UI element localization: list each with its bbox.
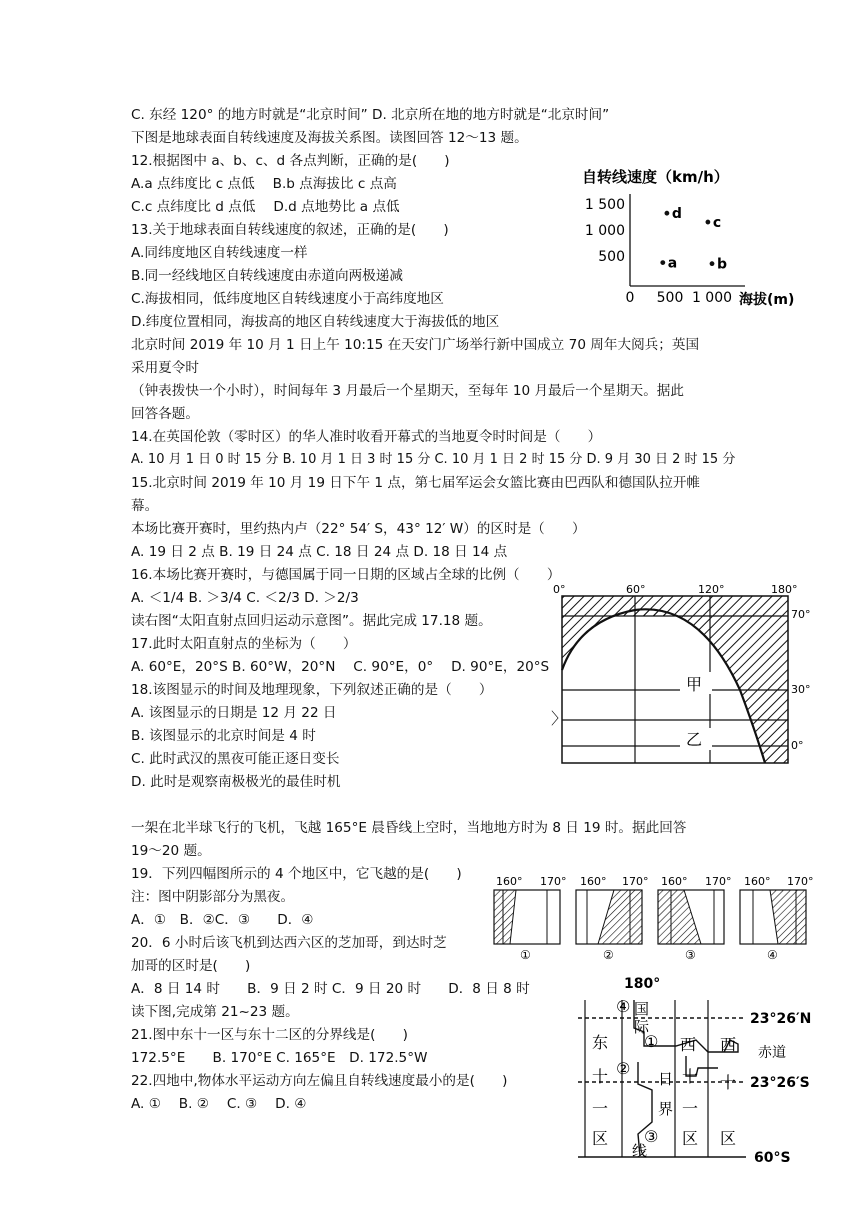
point-label-a: a xyxy=(667,255,678,272)
zone-char: 区 xyxy=(682,1129,699,1148)
text-line: （钟表拨快一个小时），时间每年 3 月最后一个星期天，至每年 10 月最后一个星期天。据此 xyxy=(131,383,684,399)
option-line: A.同纬度地区自转线速度一样 xyxy=(131,245,308,261)
lat-label: 60°S xyxy=(754,1150,791,1166)
idl-char: 线 xyxy=(632,1142,648,1160)
lon-180-label: 180° xyxy=(624,976,661,992)
zone-char: 十 xyxy=(592,1067,609,1086)
panel-4 xyxy=(740,875,814,962)
x-tick: 1 000 xyxy=(691,290,733,306)
speed-altitude-chart xyxy=(575,158,805,318)
idl-char: 日 xyxy=(658,1070,674,1088)
x-tick: 0 xyxy=(625,290,635,306)
option-line: A．8 日 14 时 B．9 日 2 时 C．9 日 20 时 D．8 日 8 时 xyxy=(131,981,530,997)
marker-2: ② xyxy=(616,1059,631,1078)
point-a xyxy=(660,260,665,265)
text-line: 读右图“太阳直射点回归运动示意图”。据此完成 17.18 题。 xyxy=(131,613,492,629)
question-17: 17.此时太阳直射点的坐标为（ ） xyxy=(131,636,357,652)
night-shade xyxy=(598,890,642,944)
zone-char: 一 xyxy=(592,1099,609,1118)
lon-label: 180° xyxy=(771,583,798,596)
lat-label: 0° xyxy=(791,739,804,752)
option-line: A. 该图显示的日期是 12 月 22 日 xyxy=(131,705,337,721)
option-line: A. 10 月 1 日 0 时 15 分 B. 10 月 1 日 3 时 15 分 C. 10 月 1 日 2 时 15 分 D. 9 月 30 日 2 时 15 分 xyxy=(131,452,736,467)
panel-1 xyxy=(494,875,567,962)
text-line: 采用夏令时 xyxy=(131,360,199,376)
text-line: 19～20 题。 xyxy=(131,843,211,859)
label-jia: 甲 xyxy=(686,675,703,694)
marker-4: ④ xyxy=(616,997,631,1016)
night-region xyxy=(562,609,788,763)
text-line: 北京时间 2019 年 10 月 1 日上午 10:15 在天安门广场举行新中国成立 70 周年大阅兵；英国 xyxy=(131,337,700,353)
zone-char: 一 xyxy=(682,1099,699,1118)
question-18: 18.该图显示的时间及地理现象，下列叙述正确的是（ ） xyxy=(131,682,493,698)
text-line: 幕。 xyxy=(131,498,159,514)
option-line: A. 60°E，20°S B. 60°W，20°N C. 90°E，0° D. 90°E，20°S xyxy=(131,659,550,675)
idl-char: 国 xyxy=(634,1000,650,1018)
option-line: 172.5°E B. 170°E C. 165°E D. 172.5°W xyxy=(131,1050,428,1066)
data-points xyxy=(660,206,727,272)
question-20: 20．6 小时后该飞机到达西六区的芝加哥，到达时芝 xyxy=(131,935,447,951)
text-line: 回答各题。 xyxy=(131,406,199,422)
sun-direct-point-diagram xyxy=(550,580,812,770)
option-line: B. 该图显示的北京时间是 4 时 xyxy=(131,728,316,744)
zone-char: 区 xyxy=(592,1129,609,1148)
y-tick: 1 500 xyxy=(584,197,625,213)
panel-lon-left: 160° xyxy=(496,875,523,888)
option-line: A. ① B. ② C. ③ D. ④ xyxy=(131,1096,307,1112)
panel-lon-right: 170° xyxy=(540,875,567,888)
question-22: 22.四地中,物体水平运动方向左偏且自转线速度最小的是( ) xyxy=(131,1073,508,1089)
lat-label: 23°26′S xyxy=(750,1075,810,1091)
arrow-mark: 〉 xyxy=(551,709,568,728)
text-line: C. 东经 120° 的地方时就是“北京时间” D. 北京所在地的地方时就是“北京时间” xyxy=(131,107,610,123)
date-line-zone-map xyxy=(578,972,826,1172)
zone-char: 十 xyxy=(682,1067,699,1086)
panel-num: ③ xyxy=(685,948,696,962)
panel-num: ② xyxy=(603,948,614,962)
zone-char: 东 xyxy=(592,1033,609,1052)
lat-label: 70° xyxy=(791,608,811,621)
idl-char: 界 xyxy=(658,1100,674,1118)
panel-num: ④ xyxy=(767,948,778,962)
equator-label: 赤道 xyxy=(758,1045,786,1061)
panel-3 xyxy=(658,875,732,962)
question-21: 21.图中东十一区与东十二区的分界线是( ) xyxy=(131,1027,408,1043)
y-tick: 500 xyxy=(598,249,625,265)
lon-label: 120° xyxy=(698,583,725,596)
text-line: 下图是地球表面自转线速度及海拔关系图。读图回答 12～13 题。 xyxy=(131,130,528,146)
point-label-d: d xyxy=(671,206,682,223)
panel-2 xyxy=(576,875,649,962)
question-15: 15.北京时间 2019 年 10 月 19 日下午 1 点，第七届军运会女篮比赛由巴西队和德国队拉开帷 xyxy=(131,475,701,491)
zone-char: 区 xyxy=(720,1129,737,1148)
option-line: C.海拔相同，低纬度地区自转线速度小于高纬度地区 xyxy=(131,291,444,307)
text-line: 读下图,完成第 21~23 题。 xyxy=(131,1004,299,1020)
text-line: 加哥的区时是( ) xyxy=(131,958,251,974)
idl-char: 际 xyxy=(634,1018,650,1036)
marker-3: ③ xyxy=(644,1127,659,1146)
point-d xyxy=(665,211,670,216)
option-line: D.纬度位置相同，海拔高的地区自转线速度大于海拔低的地区 xyxy=(131,314,500,330)
night-polar-band xyxy=(562,596,788,616)
panel-lon-right: 170° xyxy=(705,875,732,888)
option-line: A.a 点纬度比 c 点低 B.b 点海拔比 c 点高 xyxy=(131,176,397,192)
text-line: 注：图中阴影部分为黑夜。 xyxy=(131,889,295,905)
zone-char: 西 xyxy=(720,1035,737,1054)
y-axis-label: 自转线速度（km/h） xyxy=(582,168,729,186)
option-line: A．① B．②C．③ D．④ xyxy=(131,912,314,928)
question-13: 13.关于地球表面自转线速度的叙述，正确的是( ) xyxy=(131,222,449,238)
point-c xyxy=(706,220,711,225)
option-line: B.同一经线地区自转线速度由赤道向两极递减 xyxy=(131,268,403,284)
question-16: 16.本场比赛开赛时，与德国属于同一日期的区域占全球的比例（ ） xyxy=(131,567,561,583)
panel-lon-left: 160° xyxy=(661,875,688,888)
x-axis-label: 海拔(m) xyxy=(739,292,795,308)
question-12: 12.根据图中 a、b、c、d 各点判断，正确的是( ) xyxy=(131,153,450,169)
option-line: D. 此时是观察南极极光的最佳时机 xyxy=(131,774,341,790)
text-line: 一架在北半球飞行的飞机，飞越 165°E 晨昏线上空时，当地地方时为 8 日 19 时。据此回答 xyxy=(131,820,687,836)
option-line: C.c 点纬度比 d 点低 D.d 点地势比 a 点低 xyxy=(131,199,400,215)
zone-char: 十 xyxy=(720,1073,737,1092)
four-region-panels xyxy=(490,872,820,962)
question-19: 19．下列四幅图所示的 4 个地区中，它飞越的是( ) xyxy=(131,866,462,882)
panel-lon-left: 160° xyxy=(744,875,771,888)
text-line: 本场比赛开赛时，里约热内卢（22° 54′ S，43° 12′ W）的区时是（ ） xyxy=(131,521,586,537)
zone-char: 西 xyxy=(680,1035,697,1054)
point-label-c: c xyxy=(712,215,722,232)
option-line: C. 此时武汉的黑夜可能正逐日变长 xyxy=(131,751,340,767)
point-b xyxy=(710,261,715,266)
marker-1: ① xyxy=(644,1032,659,1051)
lat-label: 30° xyxy=(791,683,811,696)
panel-lon-right: 170° xyxy=(622,875,649,888)
question-14: 14.在英国伦敦（零时区）的华人准时收看开幕式的当地夏令时时间是（ ） xyxy=(131,429,602,445)
x-tick: 500 xyxy=(656,290,684,306)
panel-lon-right: 170° xyxy=(787,875,814,888)
panel-num: ① xyxy=(520,948,531,962)
lon-label: 0° xyxy=(553,583,566,596)
option-line: A. 19 日 2 点 B. 19 日 24 点 C. 18 日 24 点 D. 18 日 14 点 xyxy=(131,544,508,560)
label-yi: 乙 xyxy=(686,730,703,749)
option-line: A. ＜1/4 B. ＞3/4 C. ＜2/3 D. ＞2/3 xyxy=(131,590,359,606)
panel-lon-left: 160° xyxy=(580,875,607,888)
y-tick: 1 000 xyxy=(584,223,625,239)
lon-label: 60° xyxy=(626,583,646,596)
night-shade xyxy=(770,890,806,944)
lat-label: 23°26′N xyxy=(750,1011,812,1027)
point-label-b: b xyxy=(717,256,728,273)
